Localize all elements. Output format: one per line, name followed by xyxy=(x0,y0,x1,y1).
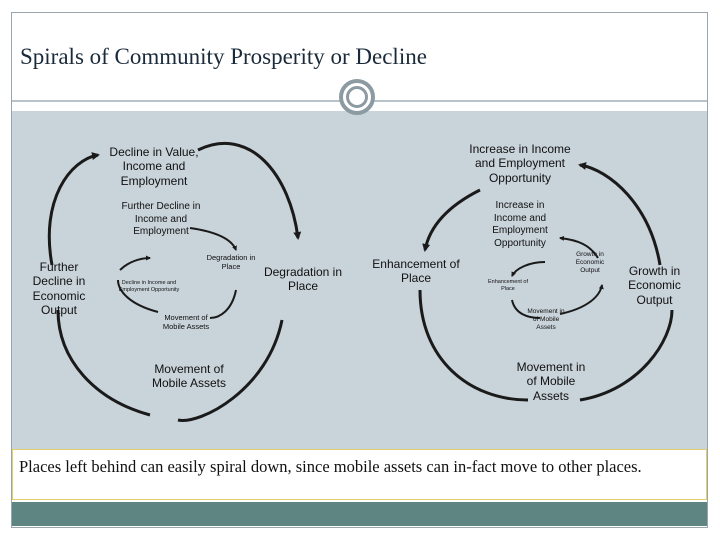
arrow-right-bottom2 xyxy=(580,310,672,400)
label-inner-further-decline: Further Decline in Income and Employment xyxy=(121,201,201,237)
caption-box xyxy=(12,449,707,500)
label-inner-growth: Growth in Economic Output xyxy=(575,251,605,275)
label-inner-movement: Movement of Mobile Assets xyxy=(162,313,210,331)
label-movement-in-assets: Movement in of Mobile Assets xyxy=(516,360,586,403)
label-inner-decline-income: Decline in Income and Employment Opportunity xyxy=(118,280,180,293)
slide-title: Spirals of Community Prosperity or Decline xyxy=(20,44,427,69)
label-inner-movement-in: Movement in of Mobile Assets xyxy=(527,308,565,332)
arrow-left-up xyxy=(49,155,98,265)
label-movement-mobile-assets: Movement of Mobile Assets xyxy=(151,362,227,391)
arrow-left-inner-left xyxy=(120,258,150,270)
footer-bar xyxy=(12,502,707,526)
label-inner-degradation: Degradation in Place xyxy=(206,253,256,271)
label-enhancement-place: Enhancement of Place xyxy=(372,257,460,286)
arrow-left-inner-right xyxy=(210,290,236,318)
arrow-right-bottom xyxy=(420,290,528,400)
label-growth-output: Growth in Economic Output xyxy=(628,264,681,307)
arrow-right-inner-top xyxy=(512,262,545,276)
label-inner-enhancement: Enhancement of Place xyxy=(487,279,529,292)
label-further-decline-output: Further Decline in Economic Output xyxy=(32,260,86,318)
label-decline-value: Decline in Value, Income and Employment xyxy=(109,145,199,188)
arrow-left-bottom xyxy=(58,310,150,415)
label-degradation-place: Degradation in Place xyxy=(263,265,343,294)
arrow-left-top xyxy=(198,143,298,238)
label-inner-increase: Increase in Income and Employment Opportunity xyxy=(492,200,548,249)
arrow-right-top xyxy=(425,190,480,250)
caption-text: Places left behind can easily spiral down, since mobile assets can in-fact move to other places. xyxy=(19,457,642,476)
label-increase-income: Increase in Income and Employment Opportunity xyxy=(469,142,571,185)
